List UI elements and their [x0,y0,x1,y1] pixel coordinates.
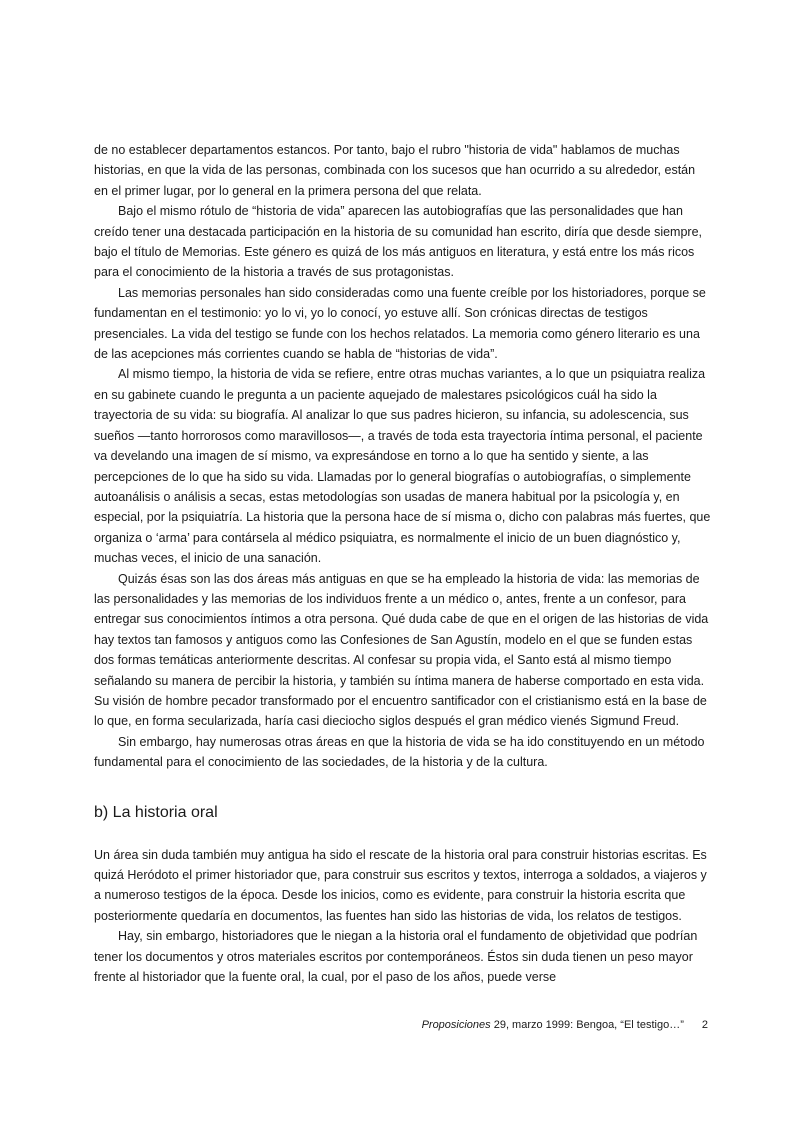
paragraph: Hay, sin embargo, historiadores que le niegan a la historia oral el fundamento de objetividad que podrían tener los documentos y otros materiales escritos por contemporáneos. Éstos sin duda tienen un peso mayor frente al historiador que la fuente oral, la cual, por el paso de los años, puede verse [94,929,698,985]
document-page [94,140,712,987]
paragraph: de no establecer departamentos estancos. Por tanto, bajo el rubro "historia de vida" hablamos de muchas historias, en que la vida de las personas, combinada con los sucesos que han ocurrido a su alrededor, están en el primer lugar, por lo general en la primera persona del que relata. [94,143,696,198]
paragraph: Las memorias personales han sido consideradas como una fuente creíble por los historiadores, porque se fundamentan en el testimonio: yo lo vi, yo lo conocí, yo estuve allí. Son crónicas directas de testigos presenciales. La vida del testigo se funde con los hechos relatados. La memoria como género literario es una de las acepciones más corrientes cuando se habla de “historias de vida”. [94,285,706,362]
section-heading: b) La historia oral [94,803,218,821]
page-number: 2 [701,1019,708,1031]
paragraph: Bajo el mismo rótulo de “historia de vida” aparecen las autobiografías que las personalidades que han creído tener una destacada participación en la historia de su comunidad han escrito, diría que desde siempre, bajo el título de Memorias. Este género es quizá de los más antiguos en literatura, y está entre los más ricos para el conocimiento de la historia a través de sus protagonistas. [94,204,703,280]
paragraph: Sin embargo, hay numerosas otras áreas en que la historia de vida se ha ido constituyendo en un método fundamental para el conocimiento de las sociedades, de la historia y de la cultura. [94,734,705,770]
footer-citation: 29, marzo 1999: Bengoa, “El testigo…” [490,1019,684,1031]
paragraph: Un área sin duda también muy antigua ha sido el rescate de la historia oral para construir historias escritas. Es quizá Heródoto el primer historiador que, para construir sus escritos y textos, interroga a soldados, a viajeros y a numeroso testigos de la época. Desde los inicios, como es evidente, para construir la historia escrita que posteriormente quedaría en documentos, las fuentes han sido las historias de vida, los relatos de testigos. [94,847,707,923]
page-footer [422,1018,708,1032]
footer-journal: Proposiciones [421,1019,491,1031]
section-body [94,845,712,988]
paragraph: Quizás ésas son las dos áreas más antiguas en que se ha empleado la historia de vida: las memorias de las personalidades y las memorias de los individuos frente a un médico o, antes, frente a un confesor, para entregar sus conocimientos íntimos a otra persona. Qué duda cabe de que en el origen de las historias de vida hay textos tan famosos y antiguos como las Confesiones de San Agustín, modelo en el que se funden estas dos formas temáticas anteriormente descritas. Al confesar su propia vida, el Santo está al mismo tiempo señalando su manera de percibir la historia, y también su íntima manera de haberse comportado en esta vida. Su visión de hombre pecador transformado por el encuentro santificador con el cristianismo está en la base de lo que, en forma secularizada, haría casi dieciocho siglos después el gran médico vienés Sigmund Freud. [94,571,709,729]
paragraph: Al mismo tiempo, la historia de vida se refiere, entre otras muchas variantes, a lo que un psiquiatra realiza en su gabinete cuando le pregunta a un paciente aquejado de malestares psicológicos cuál ha sido la trayectoria de su vida: su biografía. Al analizar lo que sus padres hicieron, su infancia, su adolescencia, sus sueños —tanto horrorosos como maravillosos—, a través de toda esta trayectoria íntima personal, el paciente va develando una imagen de sí mismo, va expresándose en torno a lo que ha sentido y siente, a las percepciones de lo que ha sido su vida. Llamadas por lo general biografías o autobiografías, o simplemente autoanálisis o análisis a secas, estas metodologías son usadas de manera habitual por la psicología y, en especial, por la psiquiatría. La historia que la persona hace de sí misma o, dicho con palabras más fuertes, que organiza o ‘arma’ para contársela al médico psiquiatra, es normalmente el inicio de un buen diagnóstico y, muchas veces, el inicio de una sanación. [94,367,711,566]
